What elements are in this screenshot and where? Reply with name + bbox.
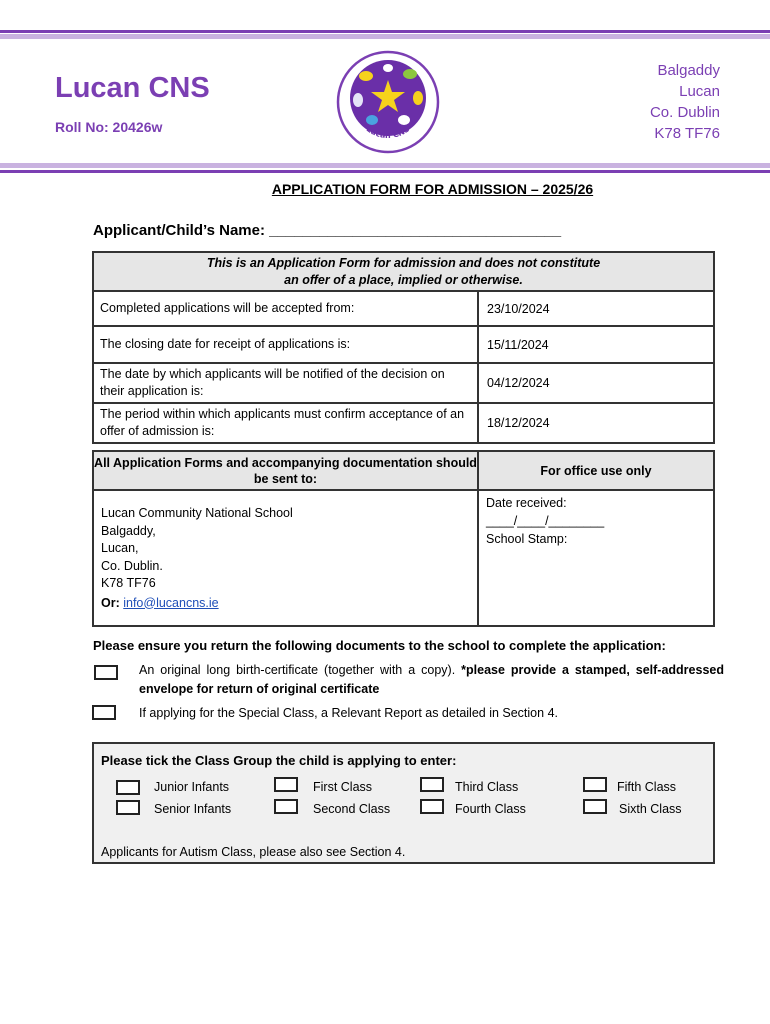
fifth-class-checkbox[interactable]	[583, 777, 607, 792]
notice-cell	[93, 252, 714, 291]
birth-certificate-checkbox[interactable]	[94, 665, 118, 680]
date-value: 04/12/2024	[478, 363, 714, 403]
child-name-field[interactable]: Applicant/Child’s Name: ___________________________________	[93, 222, 562, 239]
first-class-checkbox[interactable]	[274, 777, 298, 792]
school-address	[650, 60, 720, 144]
fifth-class-label: Fifth Class	[617, 780, 677, 794]
date-label: Completed applications will be accepted from:	[93, 291, 478, 326]
office-use-header: For office use only	[478, 451, 714, 490]
logo-text: Lucan CNS	[364, 124, 412, 141]
address-line: Co. Dublin.	[101, 558, 163, 573]
birth-certificate-text: An original long birth-certificate (together with a copy).	[139, 663, 456, 677]
address-line: Lucan,	[101, 541, 139, 555]
send-to-header: All Application Forms and accompanying documentation should be sent to:	[93, 451, 478, 490]
second-class-label: Second Class	[313, 802, 391, 816]
school-name: Lucan CNS	[55, 72, 210, 104]
office-use-cell	[478, 490, 714, 626]
email-link[interactable]: info@lucancns.ie	[123, 595, 219, 610]
fourth-class-label: Fourth Class	[455, 802, 526, 816]
date-value: 18/12/2024	[478, 403, 714, 443]
or-label: Or:	[101, 595, 120, 610]
fourth-class-checkbox[interactable]	[420, 799, 444, 814]
date-value: 15/11/2024	[478, 326, 714, 363]
second-class-checkbox[interactable]	[274, 799, 298, 814]
roll-number: Roll No: 20426w	[55, 119, 163, 135]
special-class-report-item: If applying for the Special Class, a Relevant Report as detailed in Section 4.	[139, 706, 558, 720]
birth-certificate-item	[139, 661, 724, 699]
documents-heading: Please ensure you return the following documents to the school to complete the application:	[93, 638, 666, 653]
header-bottom-stripe	[0, 163, 770, 175]
address-line: Balgaddy	[657, 62, 720, 79]
send-to-table	[92, 450, 715, 627]
third-class-checkbox[interactable]	[420, 777, 444, 792]
dates-table	[92, 251, 715, 444]
sixth-class-label: Sixth Class	[619, 802, 682, 816]
third-class-label: Third Class	[455, 780, 519, 794]
junior-infants-checkbox[interactable]	[116, 780, 140, 795]
form-title: APPLICATION FORM FOR ADMISSION – 2025/26	[271, 181, 594, 197]
address-line: Balgaddy,	[101, 523, 156, 538]
address-line: Lucan	[679, 83, 720, 100]
school-postal-address	[93, 490, 478, 626]
special-class-report-checkbox[interactable]	[92, 705, 116, 720]
class-group-box	[92, 742, 715, 864]
header-top-stripe	[0, 30, 770, 42]
junior-infants-label: Junior Infants	[154, 780, 230, 794]
date-value: 23/10/2024	[478, 291, 714, 326]
sixth-class-checkbox[interactable]	[583, 799, 607, 814]
address-line: Co. Dublin	[649, 104, 720, 121]
date-received-label: Date received:	[486, 496, 567, 510]
notice-line: an offer of a place, implied or otherwise.	[284, 272, 523, 287]
date-label: The closing date for receipt of applications is:	[93, 326, 478, 363]
senior-infants-checkbox[interactable]	[116, 800, 140, 815]
first-class-label: First Class	[313, 780, 373, 794]
senior-infants-label: Senior Infants	[154, 802, 232, 816]
autism-class-note: Applicants for Autism Class, please also see Section 4.	[101, 845, 406, 859]
date-label: The period within which applicants must confirm acceptance of an offer of admission is:	[93, 403, 478, 443]
notice-line: This is an Application Form for admission and does not constitute	[206, 255, 601, 270]
date-received-blank[interactable]: ____/____/________	[486, 514, 605, 528]
class-group-heading: Please tick the Class Group the child is applying to enter:	[101, 753, 457, 768]
address-line: Lucan Community National School	[101, 506, 293, 520]
birth-certificate-note: *please provide a stamped, self-addressed envelope for return of original certificate	[139, 663, 724, 696]
address-line: K78 TF76	[654, 125, 720, 142]
school-stamp-label: School Stamp:	[486, 532, 568, 546]
school-logo	[336, 50, 440, 154]
address-line: K78 TF76	[101, 576, 156, 590]
date-label: The date by which applicants will be notified of the decision on their application is:	[93, 363, 478, 403]
